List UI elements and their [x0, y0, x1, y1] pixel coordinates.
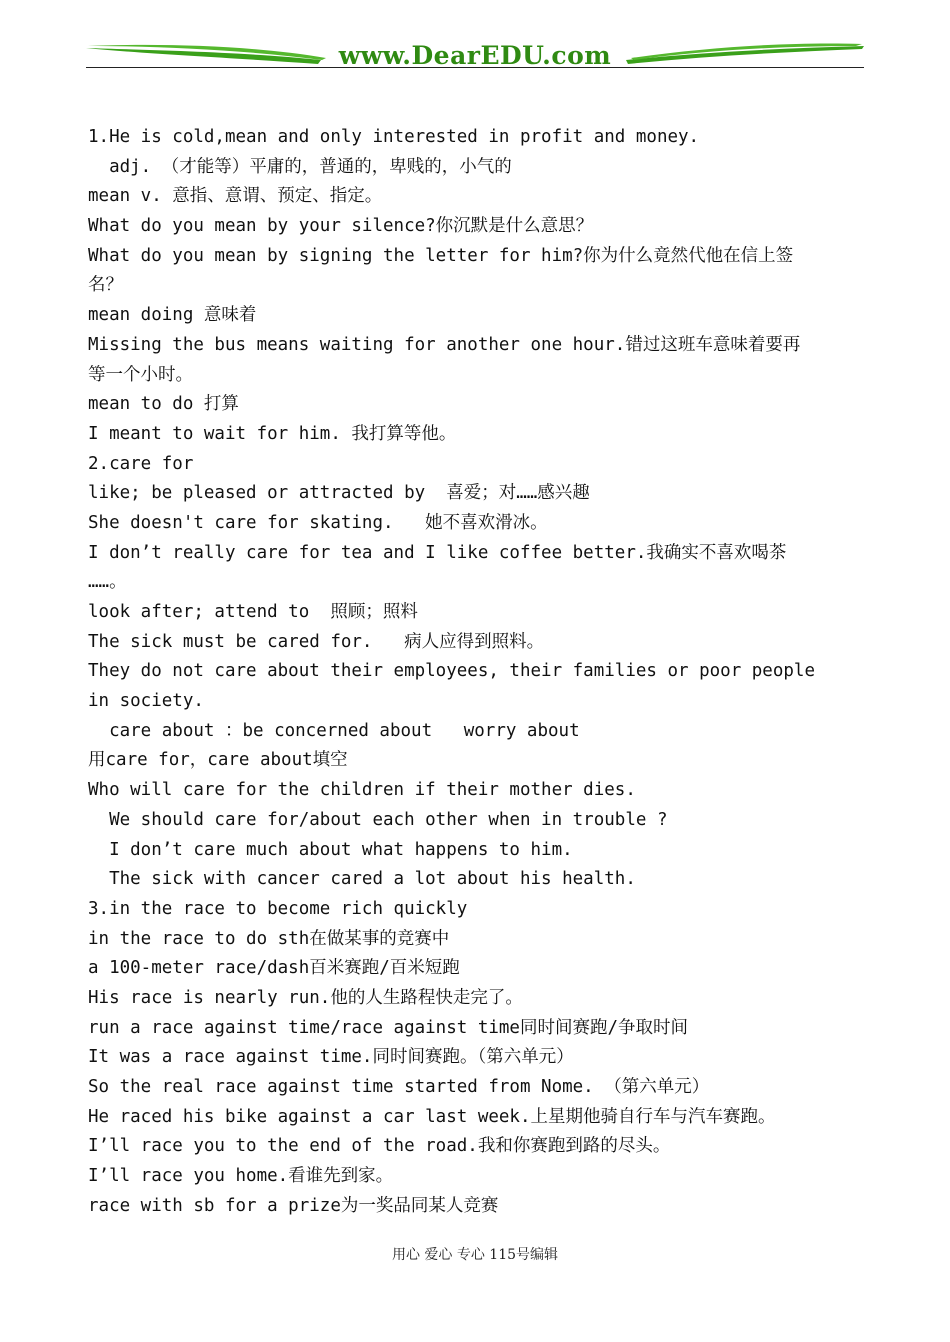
text-line: 用care for，care about填空 [88, 750, 348, 771]
text-line: like; be pleased or attracted by 喜爱；对……感兴趣 [88, 483, 590, 504]
text-line: I meant to wait for him. 我打算等他。 [88, 423, 457, 444]
text-line: Missing the bus means waiting for another one hour.错过这班车意味着要再 [88, 334, 801, 355]
text-line: The sick must be cared for. 病人应得到照料。 [88, 631, 545, 652]
page-footer: 用心 爱心 专心 115号编辑 [391, 1247, 559, 1263]
text-line: ……。 [88, 572, 127, 593]
header-divider [86, 67, 864, 68]
text-line: I don’t care much about what happens to him. [88, 839, 573, 860]
text-line: mean doing 意味着 [88, 305, 257, 326]
text-line: look after; attend to 照顾；照料 [88, 602, 418, 622]
text-line: mean to do 打算 [88, 394, 239, 415]
text-line: 1.He is cold,mean and only interested in profit and money. [88, 127, 700, 147]
text-line: race with sb for a prize为一奖品同某人竞赛 [88, 1195, 499, 1216]
text-line: We should care for/about each other when in trouble ? [88, 809, 668, 830]
text-line: His race is nearly run.他的人生路程快走完了。 [88, 987, 523, 1008]
text-line: It was a race against time.同时间赛跑。（第六单元） [88, 1047, 574, 1068]
text-line: Who will care for the children if their mother dies. [88, 780, 636, 801]
text-line: So the real race against time started from Nome. （第六单元） [88, 1077, 710, 1097]
text-line: What do you mean by your silence?你沉默是什么意思？ [88, 216, 594, 237]
document-body [88, 123, 864, 1221]
text-line: What do you mean by signing the letter for him?你为什么竟然代他在信上签 [88, 245, 794, 266]
text-line: a 100-meter race/dash百米赛跑/百米短跑 [88, 958, 460, 979]
text-line: run a race against time/race against time同时间赛跑/争取时间 [88, 1017, 689, 1038]
text-line: They do not care about their employees, their families or poor people [88, 661, 815, 682]
text-line: The sick with cancer cared a lot about his health. [88, 869, 636, 890]
text-line: He raced his bike against a car last week.上星期他骑自行车与汽车赛跑。 [88, 1106, 776, 1127]
text-line: 3.in the race to become rich quickly [88, 898, 468, 919]
site-logo-text: www.DearEDU.com [338, 41, 612, 70]
text-line: care about ：be concerned about worry about [88, 720, 580, 741]
text-line: She doesn't care for skating. 她不喜欢滑冰。 [88, 512, 548, 533]
text-line: in society. [88, 691, 204, 712]
text-line: mean v. 意指、意谓、预定、指定。 [88, 186, 383, 207]
text-line: adj. （才能等）平庸的，普通的，卑贱的，小气的 [88, 156, 512, 177]
text-line: in the race to do sth在做某事的竞赛中 [88, 928, 450, 949]
text-line: 名？ [88, 275, 123, 296]
text-line: I’ll race you to the end of the road.我和你赛跑到路的尽头。 [88, 1136, 671, 1157]
text-line: 等一个小时。 [88, 364, 193, 385]
text-line: I’ll race you home.看谁先到家。 [88, 1166, 394, 1187]
text-line: I don’t really care for tea and I like coffee better.我确实不喜欢喝茶 [88, 542, 787, 563]
text-line: 2.care for [88, 453, 194, 474]
